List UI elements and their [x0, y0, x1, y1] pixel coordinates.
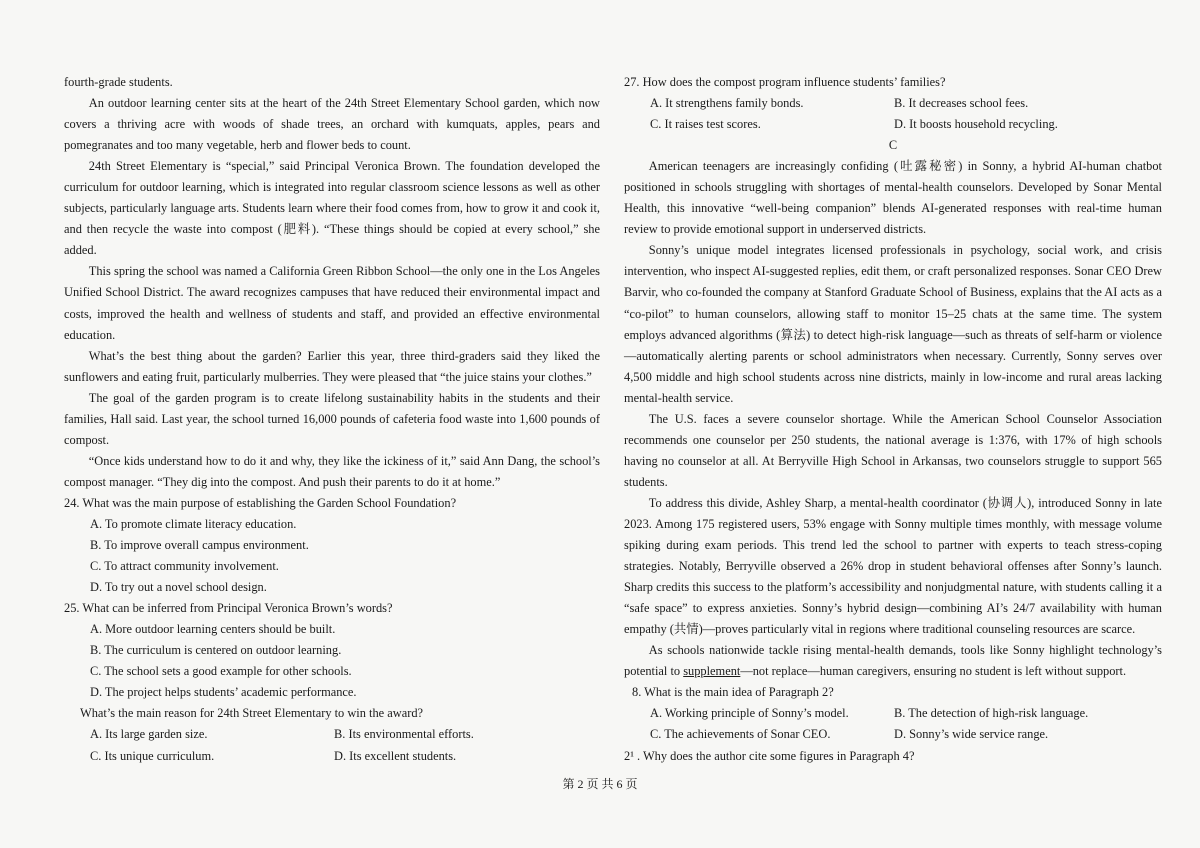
option-26-b[interactable]: B. Its environmental efforts.: [334, 727, 474, 742]
question-26-options: [64, 724, 600, 766]
underlined-word: supplement: [683, 664, 741, 679]
option-24-a[interactable]: A. To promote climate literacy education.: [90, 516, 297, 531]
question-28: 8. What is the main idea of Paragraph 2?: [632, 685, 834, 700]
section-heading: C: [888, 138, 898, 153]
page-footer: 第 2 页 共 6 页: [562, 777, 638, 791]
conclusion-text-b: —not replace—human caregivers, ensuring no student is left without support.: [740, 664, 1127, 679]
option-25-a[interactable]: A. More outdoor learning centers should be built.: [90, 622, 336, 637]
option-24-b[interactable]: B. To improve overall campus environment.: [90, 538, 309, 553]
paragraph-goal: The goal of the garden program is to create lifelong sustainability habits in the students and their families, Hall said. Last year, the school turned 16,000 pounds of cafeteria food waste into 1,600 pounds of compost.: [64, 390, 600, 447]
option-28-b[interactable]: B. The detection of high-risk language.: [894, 706, 1089, 721]
paragraph-conclusion: [624, 640, 1162, 682]
question-25-options: [64, 619, 600, 703]
question-25: 25. What can be inferred from Principal Veronica Brown’s words?: [64, 601, 393, 616]
paragraph-ickiness: “Once kids understand how to do it and why, they like the ickiness of it,” said Ann Dang, the school’s compost manager. “They dig into the compost. And push their parents to do it at home.”: [64, 453, 600, 489]
question-27: 27. How does the compost program influence students’ families?: [624, 75, 946, 89]
option-25-d[interactable]: D. The project helps students’ academic performance.: [90, 685, 357, 700]
option-27-a[interactable]: A. It strengthens family bonds.: [650, 96, 804, 111]
option-25-b[interactable]: B. The curriculum is centered on outdoor learning.: [90, 643, 342, 658]
option-28-a[interactable]: A. Working principle of Sonny’s model.: [650, 706, 849, 721]
question-26: What’s the main reason for 24th Street Elementary to win the award?: [80, 706, 424, 721]
option-25-c[interactable]: C. The school sets a good example for other schools.: [90, 664, 352, 679]
option-26-d[interactable]: D. Its excellent students.: [334, 748, 457, 763]
paragraph-outdoor-center: An outdoor learning center sits at the heart of the 24th Street Elementary School garden, which now covers a thriving acre with woods of shade trees, an orchard with kumquats, apples, pears and pomegranates and too many vegetable, herb and flower beds to count.: [64, 96, 600, 153]
paragraph-best-thing: What’s the best thing about the garden? Earlier this year, three third-graders said they liked the sunflowers and eating fruit, particularly mulberries. They were pleased that “the juice stains your clothes.”: [64, 348, 600, 384]
left-column: [64, 72, 600, 767]
option-28-d[interactable]: D. Sonny’s wide service range.: [894, 727, 1049, 742]
paragraph-special: 24th Street Elementary is “special,” said Principal Veronica Brown. The foundation developed the curriculum for outdoor learning, which is integrated into regular classroom science lessons as well as other subjects, particularly language arts. Students learn where their food comes from, how to grow it and cook it, and then recycle the waste into compost (肥料). “These things should be copied at every school,” she added.: [64, 159, 600, 258]
paragraph-berryville: To address this divide, Ashley Sharp, a mental-health coordinator (协调人), introduced Sonny in late 2023. Among 175 registered users, 53% engage with Sonny multiple times monthly, with message volume spiking during exam periods. This trend led the school to partner with experts to teach stress-coping strategies. Notably, Berryville observed a 26% drop in student behavioral offenses after Sonny’s launch. Sharp credits this success to the platform’s accessibility and nonjudgmental nature, with students calling it a “safe space” to express anxieties. Sonny’s hybrid design—combining AI’s 24/7 availability with human empathy (共情)—proves particularly vital in regions where traditional counseling resources are scarce.: [624, 495, 1162, 637]
paragraph-sonny-intro: American teenagers are increasingly confiding (吐露秘密) in Sonny, a hybrid AI-human chatbot positioned in schools struggling with shortages of mental-health counselors. Developed by Sonar Mental Health, this innovative “well-being companion” blends AI-generated responses with real-time human review to provide emotional support in underserved districts.: [624, 159, 1162, 237]
paragraph-counselor-shortage: The U.S. faces a severe counselor shortage. While the American School Counselor Association recommends one counselor per 250 students, the national average is 1:376, with 17% of high schools having no counselor at all. At Berryville High School in Arkansas, two counselors struggle to support 565 students.: [624, 411, 1162, 489]
option-24-d[interactable]: D. To try out a novel school design.: [90, 580, 267, 595]
question-29: 2¹ . Why does the author cite some figures in Paragraph 4?: [624, 748, 915, 763]
option-26-a[interactable]: A. Its large garden size.: [90, 727, 208, 742]
option-27-d[interactable]: D. It boosts household recycling.: [894, 117, 1058, 132]
option-26-c[interactable]: C. Its unique curriculum.: [90, 748, 215, 763]
paragraph-green-ribbon: This spring the school was named a California Green Ribbon School—the only one in the Los Angeles Unified School District. The award recognizes campuses that have reduced their environmental impact and costs, improved the health and wellness of students and staff, and provided an effective environmental education.: [64, 264, 600, 342]
line-fourth-grade: fourth-grade students.: [64, 75, 173, 89]
question-28-options: [624, 703, 1162, 745]
option-24-c[interactable]: C. To attract community involvement.: [90, 559, 279, 574]
option-27-b[interactable]: B. It decreases school fees.: [894, 96, 1029, 111]
paragraph-sonny-model: Sonny’s unique model integrates licensed professionals in psychology, social work, and crisis intervention, who inspect AI-suggested replies, edit them, or craft personalized responses. Sonar CEO Drew Barvir, who co-founded the company at Stanford Graduate School of Business, explains that the AI acts as a “co-pilot” to human counselors, allowing staff to monitor 15–25 chats at the same time. The system employs advanced algorithms (算法) to detect high-risk language—such as threats of self-harm or violence—automatically alerting parents or school administrators when necessary. Currently, Sonny serves over 4,500 middle and high school students across nine districts, mainly in low-income and rural areas lacking mental-health service.: [624, 243, 1162, 405]
option-28-c[interactable]: C. The achievements of Sonar CEO.: [650, 727, 831, 742]
option-27-c[interactable]: C. It raises test scores.: [650, 117, 761, 132]
right-column: [624, 72, 1162, 767]
conclusion-text-a: As schools nationwide tackle rising mental-health demands, tools like Sonny highlight technology’s potential to: [624, 643, 1162, 679]
question-24: 24. What was the main purpose of establishing the Garden School Foundation?: [64, 495, 457, 510]
question-24-options: [64, 514, 600, 598]
question-27-options: [624, 93, 1162, 135]
